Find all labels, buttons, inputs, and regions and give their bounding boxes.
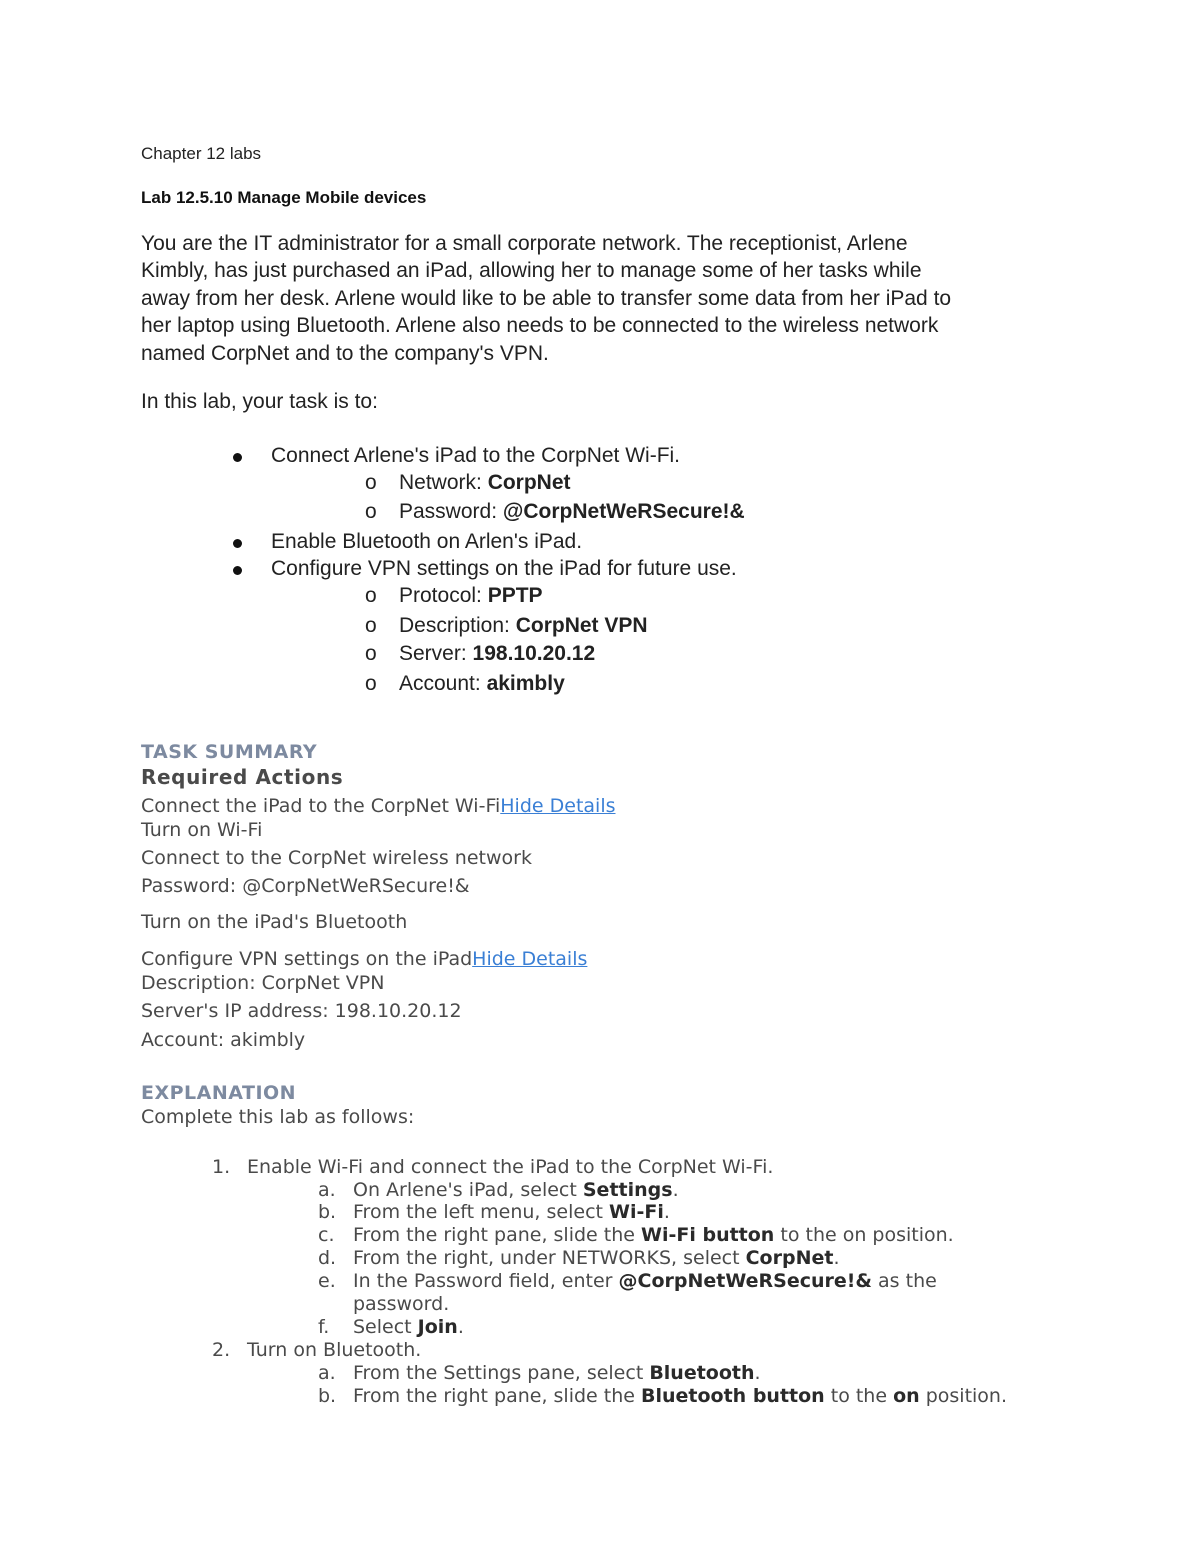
description-label: Description: [399, 614, 516, 637]
summary-vpn-detail: Account: akimbly [141, 1029, 306, 1051]
bullet-icon [233, 539, 242, 548]
substep-bold: Wi-Fi button [641, 1224, 775, 1246]
substep-1d [353, 1247, 840, 1269]
summary-wifi-action [141, 795, 616, 817]
substep-letter: a. [318, 1362, 336, 1384]
substep-1a [353, 1179, 679, 1201]
description-value: CorpNet VPN [515, 614, 648, 637]
protocol-label: Protocol: [399, 584, 488, 607]
substep-bold: Join [417, 1316, 458, 1338]
summary-vpn-detail: Description: CorpNet VPN [141, 972, 385, 994]
substep-bold: Bluetooth button [641, 1385, 825, 1407]
protocol-value: PPTP [487, 584, 543, 607]
substep-1f [353, 1316, 464, 1338]
substep-text: From the right pane, slide the [353, 1224, 641, 1246]
substep-letter: e. [318, 1270, 336, 1292]
summary-bluetooth-action: Turn on the iPad's Bluetooth [141, 911, 408, 933]
substep-text: From the right pane, slide the [353, 1385, 641, 1407]
sub-bullet-marker: o [365, 672, 377, 695]
substep-1c [353, 1224, 954, 1246]
substep-letter: c. [318, 1224, 335, 1246]
substep-1b [353, 1201, 670, 1223]
hide-details-link[interactable]: Hide Details [500, 795, 616, 817]
server-label: Server: [399, 642, 473, 665]
summary-wifi-detail: Turn on Wi-Fi [141, 819, 263, 841]
substep-end: . [663, 1201, 670, 1223]
wifi-action-text: Connect the iPad to the CorpNet Wi-Fi [141, 795, 501, 817]
task-wifi-network [365, 471, 865, 499]
substep-letter: a. [318, 1179, 336, 1201]
substep-text: From the right, under NETWORKS, select [353, 1247, 746, 1269]
chapter-title: Chapter 12 labs [141, 144, 262, 163]
substep-letter: b. [318, 1201, 337, 1223]
vpn-action-text: Configure VPN settings on the iPad [141, 948, 473, 970]
lab-title: Lab 12.5.10 Manage Mobile devices [141, 188, 427, 207]
substep-end: as the [872, 1270, 937, 1292]
sub-bullet-marker: o [365, 471, 377, 494]
substep-letter: b. [318, 1385, 337, 1407]
password-label: Password: [399, 500, 503, 523]
intro-line: Kimbly, has just purchased an iPad, allowing her to manage some of her tasks while [141, 259, 922, 283]
step-1: Enable Wi-Fi and connect the iPad to the CorpNet Wi-Fi. [247, 1156, 774, 1178]
substep-end: . [754, 1362, 761, 1384]
task-vpn: Configure VPN settings on the iPad for future use. [271, 557, 737, 580]
substep-2b [353, 1385, 1007, 1407]
sub-bullet-marker: o [365, 614, 377, 637]
substep-end: . [833, 1247, 840, 1269]
account-value: akimbly [486, 672, 565, 695]
intro-paragraph [141, 230, 1081, 367]
required-actions-heading: Required Actions [141, 765, 344, 789]
substep-end: . [672, 1179, 679, 1201]
substep-bold: Settings [582, 1179, 673, 1201]
summary-vpn-detail: Server's IP address: 198.10.20.12 [141, 1000, 462, 1022]
substep-bold: Bluetooth [649, 1362, 755, 1384]
step-2: Turn on Bluetooth. [247, 1339, 422, 1361]
network-label: Network: [399, 471, 488, 494]
substep-end: . [457, 1316, 464, 1338]
summary-wifi-detail: Password: @CorpNetWeRSecure!& [141, 875, 470, 897]
task-bluetooth: Enable Bluetooth on Arlen's iPad. [271, 530, 583, 553]
explanation-intro: Complete this lab as follows: [141, 1106, 415, 1128]
substep-bold: on [893, 1385, 920, 1407]
substep-letter: f. [318, 1316, 330, 1338]
task-vpn-account [365, 672, 865, 700]
substep-end: to the on position. [774, 1224, 954, 1246]
task-intro: In this lab, your task is to: [141, 390, 378, 413]
bullet-icon [233, 453, 242, 462]
server-value: 198.10.20.12 [472, 642, 596, 665]
sub-bullet-marker: o [365, 584, 377, 607]
task-summary-heading: TASK SUMMARY [141, 741, 318, 763]
network-value: CorpNet [487, 471, 571, 494]
explanation-heading: EXPLANATION [141, 1082, 297, 1104]
substep-1e-continued: password. [353, 1293, 450, 1315]
summary-vpn-action [141, 948, 587, 970]
substep-bold: Wi-Fi [609, 1201, 664, 1223]
substep-1e [353, 1270, 937, 1292]
substep-bold: @CorpNetWeRSecure!& [618, 1270, 872, 1292]
task-vpn-protocol [365, 584, 865, 612]
account-label: Account: [399, 672, 487, 695]
substep-end: position. [919, 1385, 1008, 1407]
task-vpn-description [365, 614, 865, 642]
task-wifi: Connect Arlene's iPad to the CorpNet Wi-Fi. [271, 444, 681, 467]
intro-line: away from her desk. Arlene would like to be able to transfer some data from her iPad to [141, 286, 952, 310]
substep-text: In the Password field, enter [353, 1270, 619, 1292]
sub-bullet-marker: o [365, 642, 377, 665]
step-number: 2. [212, 1339, 231, 1361]
substep-bold: CorpNet [745, 1247, 834, 1269]
summary-wifi-detail: Connect to the CorpNet wireless network [141, 847, 532, 869]
task-vpn-server [365, 642, 865, 670]
substep-2a [353, 1362, 761, 1384]
intro-line: You are the IT administrator for a small corporate network. The receptionist, Arlene [141, 232, 908, 255]
bullet-icon [233, 566, 242, 575]
sub-bullet-marker: o [365, 500, 377, 523]
step-number: 1. [212, 1156, 231, 1178]
hide-details-link[interactable]: Hide Details [472, 948, 588, 970]
substep-text: From the left menu, select [353, 1201, 609, 1223]
substep-text: From the Settings pane, select [353, 1362, 650, 1384]
substep-text: On Arlene's iPad, select [353, 1179, 583, 1201]
substep-letter: d. [318, 1247, 337, 1269]
substep-middle: to the [824, 1385, 894, 1407]
substep-text: Select [353, 1316, 418, 1338]
password-value: @CorpNetWeRSecure!& [502, 500, 745, 523]
intro-line: named CorpNet and to the company's VPN. [141, 341, 549, 365]
intro-line: her laptop using Bluetooth. Arlene also needs to be connected to the wireless network [141, 314, 939, 338]
task-wifi-password [365, 500, 865, 528]
